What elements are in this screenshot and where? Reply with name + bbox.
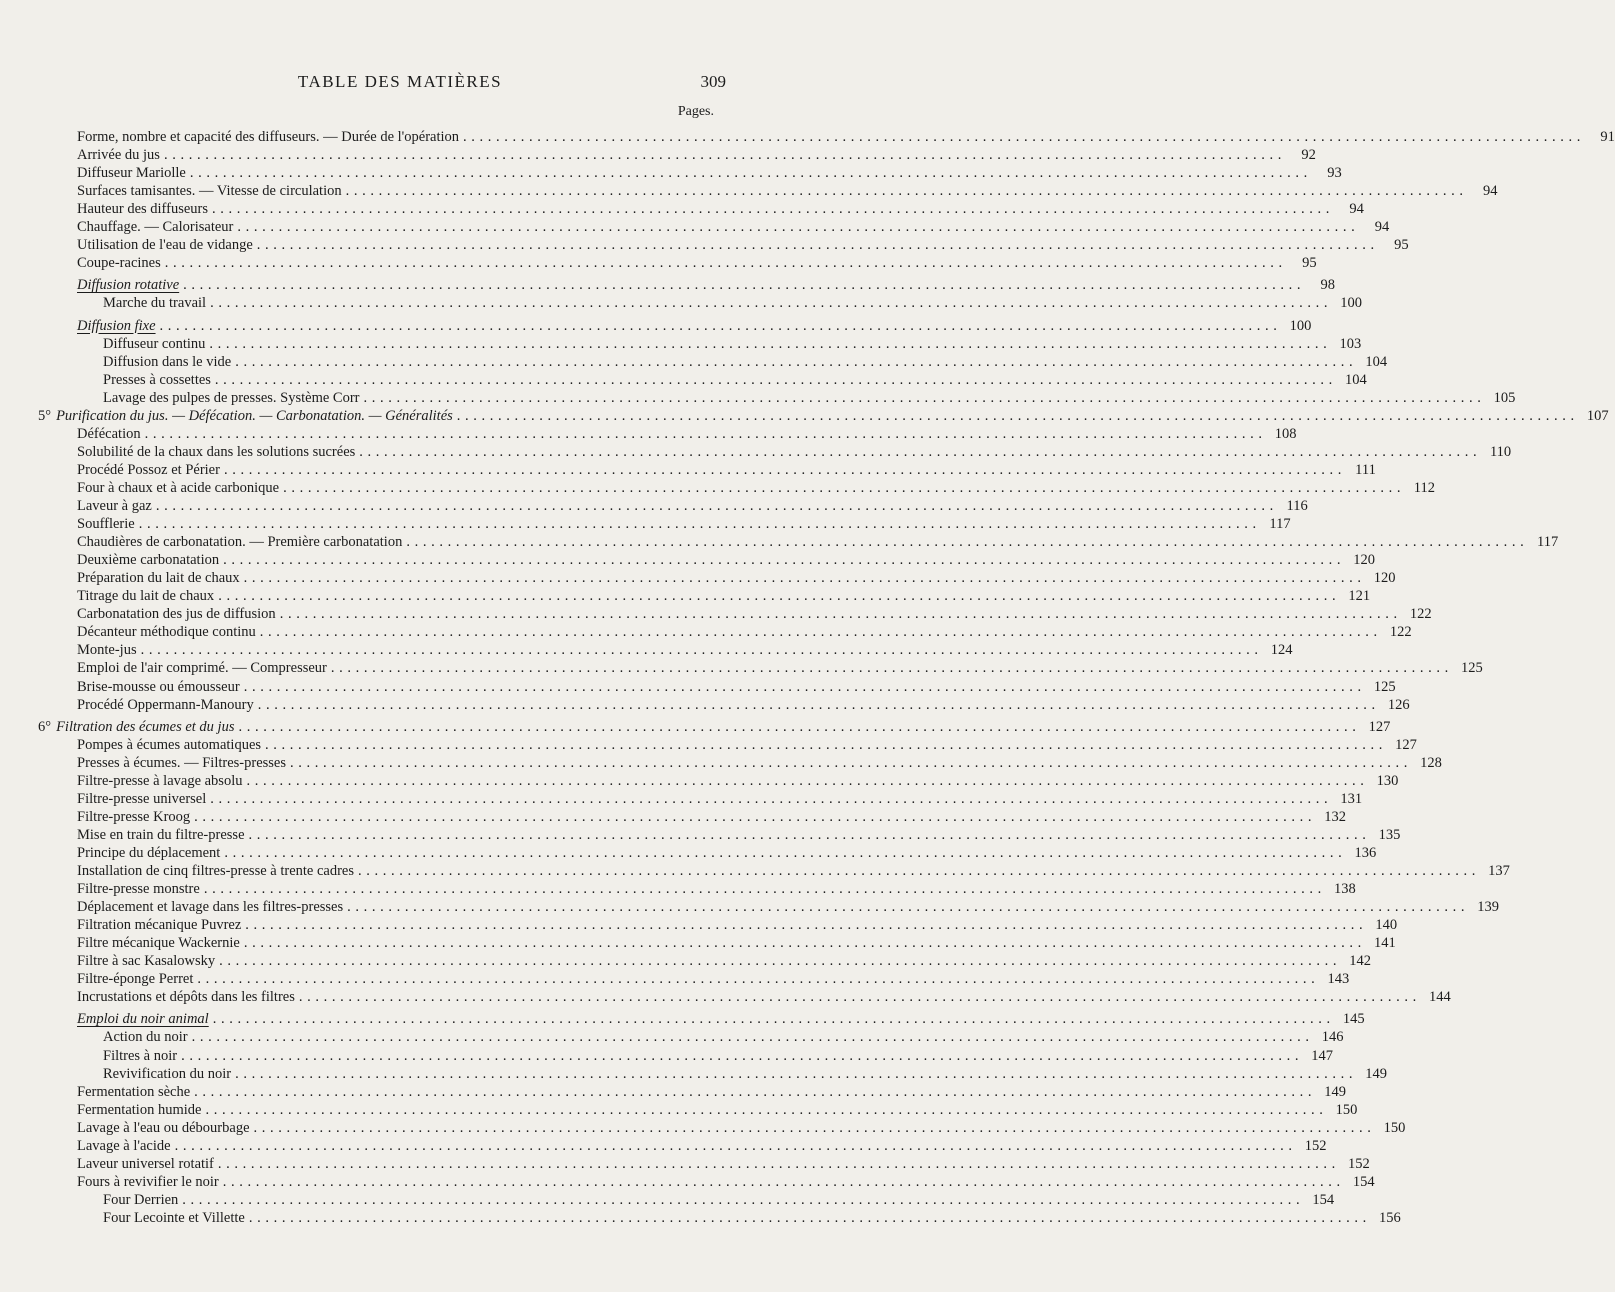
toc-entry — [77, 461, 1376, 479]
entry-title: Surfaces tamisantes. — Vitesse de circulation — [77, 183, 342, 200]
dot-leader — [194, 808, 1312, 826]
dot-leader — [183, 276, 1301, 294]
toc-entry — [77, 659, 1483, 677]
entry-title: Solubilité de la chaux dans les solutions sucrées — [77, 443, 356, 460]
toc-entry — [77, 1155, 1370, 1173]
toc-entry — [77, 988, 1451, 1006]
entry-page-number: 95 — [1394, 237, 1409, 254]
entry-title: Filtre-presse universel — [77, 790, 207, 807]
dot-leader — [457, 407, 1575, 425]
entry-title: Diffusion fixe — [77, 317, 156, 334]
dot-leader — [238, 718, 1356, 736]
entry-page-number: 120 — [1353, 552, 1375, 569]
entry-page-number: 150 — [1335, 1101, 1358, 1118]
entry-title: Incrustations et dépôts dans les filtres — [77, 989, 295, 1006]
toc-entry — [77, 1083, 1347, 1101]
toc-entry — [77, 934, 1396, 952]
dot-leader — [197, 970, 1315, 988]
section-number: 5° — [38, 407, 52, 424]
entry-page-number: 120 — [1373, 570, 1396, 587]
entry-title: Marche du travail — [103, 295, 207, 312]
dot-leader — [249, 826, 1367, 844]
toc-entry — [77, 276, 1336, 294]
dot-leader — [244, 678, 1362, 696]
entry-title: Diffuseur continu — [103, 335, 206, 352]
entry-title: Coupe-racines — [77, 255, 161, 272]
entry-title: Action du noir — [103, 1029, 188, 1046]
entry-page-number: 127 — [1395, 736, 1417, 753]
entry-page-number: 149 — [1324, 1083, 1347, 1100]
dot-leader — [218, 1155, 1336, 1173]
toc-entry — [77, 182, 1498, 200]
entry-page-number: 137 — [1488, 863, 1510, 879]
entry-page-number: 150 — [1383, 1119, 1406, 1136]
dot-leader — [205, 1101, 1323, 1119]
entry-title: Pompes à écumes automatiques — [77, 736, 262, 753]
dot-leader — [210, 294, 1328, 312]
entry-page-number: 142 — [1349, 953, 1371, 970]
dot-leader — [235, 1065, 1353, 1083]
entry-page-number: 92 — [1301, 147, 1316, 164]
dot-leader — [224, 844, 1342, 862]
toc-entry — [77, 515, 1291, 533]
entry-page-number: 105 — [1493, 389, 1516, 406]
toc-entry — [77, 790, 1363, 808]
entry-title: Four Lecointe et Villette — [103, 1209, 245, 1226]
toc-entry — [77, 826, 1401, 844]
dot-leader — [235, 353, 1353, 371]
entry-title: Chaudières de carbonatation. — Première carbonatation — [77, 534, 403, 551]
entry-page-number: 131 — [1340, 790, 1363, 807]
entry-title: Filtre à sac Kasalowsky — [77, 953, 216, 970]
toc-entry — [77, 736, 1417, 754]
entry-page-number: 94 — [1374, 219, 1390, 236]
toc-entry — [77, 317, 1312, 335]
entry-title: Brise-mousse ou émousseur — [77, 678, 240, 695]
toc-entry — [77, 479, 1435, 497]
entry-page-number: 125 — [1461, 660, 1483, 677]
dot-leader — [204, 880, 1322, 898]
entry-page-number: 146 — [1321, 1029, 1344, 1046]
entry-page-number: 94 — [1349, 201, 1364, 218]
entry-title: Filtre-éponge Perret — [77, 971, 194, 988]
dot-leader — [258, 696, 1376, 714]
entry-title: Lavage à l'eau ou débourbage — [77, 1119, 250, 1136]
toc-entry — [103, 371, 1367, 389]
dot-leader — [331, 659, 1449, 677]
entry-title: Emploi de l'air comprimé. — Compresseur — [77, 660, 327, 677]
page-title: TABLE DES MATIÈRES — [297, 72, 503, 91]
entry-title: Hauteur des diffuseurs — [77, 201, 209, 218]
entry-page-number: 149 — [1365, 1065, 1387, 1082]
toc-entry — [77, 1010, 1365, 1028]
toc-entry — [77, 1101, 1358, 1119]
toc-entry — [77, 128, 1615, 146]
entry-title: Carbonatation des jus de diffusion — [77, 606, 276, 623]
dot-leader — [139, 515, 1257, 533]
dot-leader — [346, 182, 1464, 200]
entry-title: Défécation — [77, 425, 141, 442]
dot-leader — [192, 1028, 1310, 1046]
entry-page-number: 121 — [1348, 588, 1371, 605]
toc-entry — [77, 218, 1390, 236]
entry-page-number: 145 — [1342, 1011, 1365, 1028]
entry-title: Installation de cinq filtres-presse à trente cadres — [77, 863, 354, 879]
section-number: 6° — [38, 718, 52, 735]
entry-title: Diffusion dans le vide — [103, 353, 232, 370]
dot-leader — [254, 1119, 1372, 1137]
dot-leader — [280, 605, 1398, 623]
page-number: 309 — [700, 72, 726, 91]
toc-entry — [77, 569, 1396, 587]
dot-leader — [181, 1047, 1299, 1065]
toc-entry — [77, 678, 1396, 696]
entry-title: Laveur universel rotatif — [77, 1155, 214, 1172]
entry-page-number: 94 — [1483, 183, 1498, 200]
dot-leader — [283, 479, 1401, 497]
entry-title: Deuxième carbonatation — [77, 552, 220, 569]
entry-page-number: 122 — [1389, 624, 1412, 641]
dot-leader — [347, 898, 1465, 916]
entry-title: Emploi du noir animal — [77, 1011, 209, 1028]
dot-leader — [237, 218, 1355, 236]
entry-page-number: 139 — [1477, 899, 1500, 916]
entry-title: Filtre mécanique Wackernie — [77, 935, 240, 952]
entry-page-number: 144 — [1428, 989, 1451, 1006]
entry-page-number: 104 — [1345, 371, 1367, 388]
dot-leader — [213, 1010, 1331, 1028]
entry-title: Déplacement et lavage dans les filtres-presses — [77, 899, 344, 916]
toc-entry — [38, 718, 1391, 736]
entry-page-number: 130 — [1376, 772, 1399, 789]
entry-title: Diffusion rotative — [77, 277, 180, 294]
entry-page-number: 135 — [1378, 826, 1401, 843]
entry-title: Fermentation humide — [77, 1101, 202, 1118]
dot-leader — [223, 1173, 1341, 1191]
toc-entry — [77, 1173, 1375, 1191]
toc-entry — [77, 425, 1297, 443]
entry-page-number: 93 — [1327, 165, 1342, 182]
toc-entry — [77, 898, 1500, 916]
dot-leader — [358, 862, 1476, 880]
dot-leader — [245, 916, 1363, 934]
toc-entry — [77, 754, 1442, 772]
entry-title: Presses à écumes. — Filtres-presses — [77, 754, 286, 771]
toc-entry — [77, 916, 1398, 934]
toc-entry — [77, 880, 1356, 898]
entry-title: Four à chaux et à acide carbonique — [77, 479, 280, 496]
entry-title: Filtre-presse monstre — [77, 881, 200, 898]
dot-leader — [364, 389, 1482, 407]
dot-leader — [209, 335, 1327, 353]
toc-entry — [77, 808, 1347, 826]
toc-entry — [103, 389, 1516, 407]
dot-leader — [290, 754, 1408, 772]
dot-leader — [156, 497, 1274, 515]
entry-page-number: 117 — [1269, 516, 1291, 533]
dot-leader — [215, 371, 1333, 389]
entry-page-number: 152 — [1348, 1155, 1370, 1172]
entry-title: Filtre-presse Kroog — [77, 808, 191, 825]
dot-leader — [244, 569, 1362, 587]
entry-page-number: 154 — [1312, 1191, 1335, 1208]
toc-entry — [77, 200, 1364, 218]
entry-title: Chauffage. — Calorisateur — [77, 219, 234, 236]
entry-page-number: 116 — [1286, 498, 1308, 514]
dot-leader — [194, 1083, 1312, 1101]
entry-title: Revivification du noir — [103, 1065, 232, 1082]
dot-leader — [190, 164, 1308, 182]
entry-page-number: 125 — [1373, 678, 1396, 695]
entry-title: Filtres à noir — [103, 1047, 178, 1064]
toc-entry — [38, 407, 1609, 425]
entry-page-number: 128 — [1420, 754, 1442, 771]
entry-title: Utilisation de l'eau de vidange — [77, 237, 253, 254]
dot-leader — [406, 533, 1524, 551]
entry-page-number: 154 — [1352, 1173, 1375, 1190]
entry-page-number: 147 — [1311, 1047, 1333, 1064]
toc-entry — [77, 1137, 1327, 1155]
entry-page-number: 127 — [1368, 718, 1391, 735]
entry-title: Titrage du lait de chaux — [77, 588, 215, 605]
entry-title: Fermentation sèche — [77, 1083, 191, 1100]
dot-leader — [249, 1209, 1367, 1227]
toc-entry — [77, 497, 1308, 515]
entry-title: Laveur à gaz — [77, 498, 152, 514]
dot-leader — [218, 587, 1336, 605]
toc-entry — [77, 641, 1293, 659]
toc-entry — [103, 1065, 1387, 1083]
entry-page-number: 140 — [1375, 917, 1398, 934]
entry-title: Diffuseur Mariolle — [77, 165, 186, 182]
toc-entry — [103, 1191, 1335, 1209]
entry-page-number: 156 — [1378, 1209, 1401, 1226]
dot-leader — [463, 128, 1581, 146]
toc-entry — [77, 605, 1432, 623]
entry-title: Lavage à l'acide — [77, 1137, 171, 1154]
dot-leader — [175, 1137, 1293, 1155]
toc-entry — [77, 254, 1317, 272]
entry-page-number: 91 — [1600, 129, 1615, 145]
dot-leader — [212, 200, 1330, 218]
entry-title: Principe du déplacement — [77, 844, 221, 861]
toc-entry — [103, 294, 1362, 312]
entry-page-number: 110 — [1489, 443, 1512, 460]
toc-entry — [103, 335, 1362, 353]
dot-leader — [359, 443, 1477, 461]
toc-entry — [77, 952, 1371, 970]
dot-leader — [244, 934, 1362, 952]
dot-leader — [246, 772, 1364, 790]
entry-title: Fours à revivifier le noir — [77, 1173, 219, 1190]
entry-title: Filtration des écumes et du jus — [56, 718, 235, 735]
entry-page-number: 138 — [1333, 881, 1356, 898]
dot-leader — [165, 254, 1283, 272]
entry-title: Filtration mécanique Puvrez — [77, 917, 242, 934]
entry-title: Forme, nombre et capacité des diffuseurs. — Durée de l'opération — [77, 129, 460, 145]
toc-entry — [77, 587, 1371, 605]
toc-entry — [77, 236, 1409, 254]
entry-page-number: 141 — [1373, 935, 1396, 952]
dot-leader — [224, 461, 1342, 479]
dot-leader — [164, 146, 1282, 164]
dot-leader — [182, 1191, 1300, 1209]
toc-entry — [77, 862, 1510, 880]
running-header — [70, 72, 730, 96]
entry-title: Décanteur méthodique continu — [77, 624, 256, 641]
toc-entry — [103, 353, 1388, 371]
dot-leader — [223, 551, 1341, 569]
dot-leader — [160, 317, 1278, 335]
entry-title: Filtre-presse à lavage absolu — [77, 772, 243, 789]
entry-title: Mise en train du filtre-presse — [77, 826, 245, 843]
entry-page-number: 107 — [1586, 407, 1609, 424]
entry-title: Presses à cossettes — [103, 371, 211, 388]
toc-entry — [77, 533, 1559, 551]
dot-leader — [257, 236, 1375, 254]
entry-title: Monte-jus — [77, 642, 137, 659]
entry-page-number: 95 — [1302, 255, 1317, 272]
toc-entry — [103, 1028, 1344, 1046]
entry-page-number: 103 — [1339, 335, 1362, 352]
dot-leader — [265, 736, 1383, 754]
dot-leader — [299, 988, 1417, 1006]
entry-page-number: 98 — [1320, 277, 1336, 294]
pages-column-label: Pages. — [677, 104, 714, 119]
toc-entry — [77, 970, 1350, 988]
entry-page-number: 132 — [1324, 808, 1347, 825]
toc-entry — [77, 772, 1399, 790]
toc-entry — [77, 623, 1412, 641]
entry-title: Procédé Oppermann-Manoury — [77, 696, 254, 713]
entry-page-number: 100 — [1289, 317, 1312, 334]
entry-title: Lavage des pulpes de presses. Système Corr — [103, 389, 360, 406]
toc-entry — [103, 1209, 1401, 1227]
toc-entry — [77, 146, 1316, 164]
entry-page-number: 108 — [1274, 425, 1297, 442]
dot-leader — [260, 623, 1378, 641]
toc-entry — [77, 551, 1375, 569]
dot-leader — [219, 952, 1337, 970]
toc-entry — [77, 164, 1342, 182]
entry-page-number: 126 — [1387, 696, 1410, 713]
entry-title: Four Derrien — [103, 1191, 179, 1208]
entry-page-number: 122 — [1409, 606, 1432, 623]
toc-entry — [77, 1119, 1406, 1137]
dot-leader — [145, 425, 1263, 443]
entry-page-number: 100 — [1340, 295, 1362, 312]
toc-entry — [77, 844, 1377, 862]
entry-page-number: 112 — [1413, 479, 1435, 496]
entry-page-number: 104 — [1365, 353, 1388, 370]
entry-page-number: 117 — [1536, 534, 1559, 551]
entry-page-number: 143 — [1327, 971, 1350, 988]
entry-title: Purification du jus. — Défécation. — Carbonatation. — Généralités — [56, 407, 453, 424]
entry-title: Procédé Possoz et Périer — [77, 461, 220, 478]
entry-title: Soufflerie — [77, 516, 135, 533]
entry-page-number: 111 — [1355, 461, 1376, 478]
dot-leader — [210, 790, 1328, 808]
entry-page-number: 152 — [1304, 1137, 1327, 1154]
entry-title: Préparation du lait de chaux — [77, 570, 240, 587]
entry-page-number: 124 — [1270, 642, 1293, 659]
entry-page-number: 136 — [1354, 844, 1377, 861]
toc-entry — [77, 443, 1512, 461]
toc-entry — [77, 696, 1410, 714]
toc-entry — [103, 1047, 1333, 1065]
dot-leader — [141, 641, 1259, 659]
entry-title: Arrivée du jus — [77, 147, 160, 164]
